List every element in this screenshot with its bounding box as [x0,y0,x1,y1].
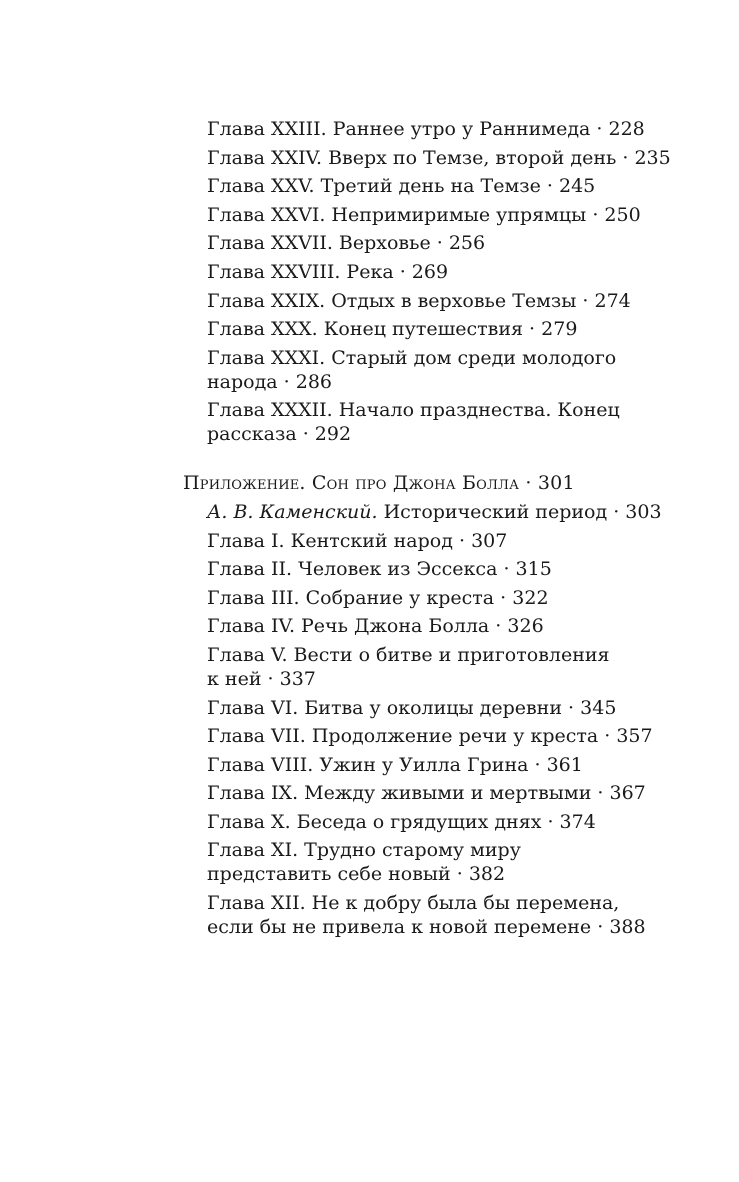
chapter-title: Глава VIII. Ужин у Уилла Грина [207,753,529,776]
toc-entry-ch23: Глава XXIII. Раннее утро у Раннимеда · 228 [207,118,645,140]
page-number: 345 [580,696,617,719]
page-number: 301 [537,472,575,495]
chapter-title: Глава VI. Битва у околицы деревни [207,696,563,719]
toc-entry-app-ch5: Глава V. Вести о битве и приготовления к ней · 337 [0,643,739,691]
chapter-title: Глава XXIII. Раннее утро у Раннимеда [207,118,591,140]
toc-entry-ch26: Глава XXVI. Непримиримые упрямцы · 250 [207,203,641,226]
chapter-title: Глава XXIV. Вверх по Темзе, второй день [207,146,617,169]
chapter-title: Глава XXIX. Отдых в верховье Темзы [207,289,577,312]
toc-entry-app-ch8: Глава VIII. Ужин у Уилла Грина · 361 [207,753,583,776]
chapter-title: Глава I. Кентский народ [207,529,453,552]
chapter-title: Исторический период [383,500,608,523]
page-number: 357 [616,725,653,748]
chapter-title-continued: рассказа [207,423,297,446]
chapter-title: Глава VII. Продолжение речи у креста [207,725,599,748]
chapter-title: Глава III. Собрание у креста [207,586,495,609]
toc-entry-app-ch9: Глава IX. Между живыми и мертвыми · 367 [207,782,646,805]
toc-entry-ch30: Глава XXX. Конец путешествия · 279 [207,318,578,341]
page-number: 315 [515,558,552,581]
page-number: 269 [411,260,449,283]
toc-entry-ch31: Глава XXXI. Старый дом среди молодого народа · 286 [0,346,739,394]
page-number: 245 [558,175,596,198]
chapter-title-continued: представить себе новый [207,863,451,886]
page-number: 235 [634,146,671,169]
page-number: 307 [471,529,508,552]
page-number: 322 [512,586,549,609]
chapter-title: Глава II. Человек из Эссекса [207,558,498,581]
chapter-title: Глава XXXI. Старый дом среди молодого [207,346,617,369]
page-number: 274 [594,289,631,312]
page-number: 256 [448,232,486,255]
page-number: 382 [468,863,506,886]
page-number: 250 [604,203,641,226]
page-number: 388 [609,916,646,939]
toc-entry-app-ch7: Глава VII. Продолжение речи у креста · 357 [207,725,653,748]
appendix-title: Приложение. Сон про Джона Болла [183,472,520,495]
toc-entry-app-ch4: Глава IV. Речь Джона Болла · 326 [207,615,544,638]
page-number: 326 [507,615,544,638]
toc-entry-app-ch12: Глава XII. Не к добру была бы перемена, если бы не привела к новой перемене · 388 [0,891,739,939]
chapter-title: Глава XXVIII. Река [207,260,394,283]
chapter-title: Глава XXVI. Непримиримые упрямцы [207,203,587,226]
toc-entry-ch29: Глава XXIX. Отдых в верховье Темзы · 274 [207,289,631,312]
chapter-title-continued: к ней [207,667,262,690]
toc-entry-app-ch2: Глава II. Человек из Эссекса · 315 [207,558,552,581]
chapter-title: Глава X. Беседа о грядущих днях [207,810,542,833]
chapter-title-continued: если бы не привела к новой перемене [207,916,592,939]
page-number: 292 [314,423,352,446]
chapter-title: Глава V. Вести о битве и приготовления [207,643,610,666]
toc-entry-ch28: Глава XXVIII. Река · 269 [207,260,449,283]
toc-entry-ch32: Глава XXXII. Начало празднества. Конец рассказа · 292 [0,398,739,446]
chapter-title: Глава IV. Речь Джона Болла [207,615,490,638]
page-number: 279 [541,318,578,341]
toc-entry-ch27: Глава XXVII. Верховье · 256 [207,232,486,255]
chapter-title: Глава XII. Не к добру была бы перемена, [207,892,620,915]
chapter-title: Глава XXX. Конец путешествия [207,318,524,341]
table-of-contents [0,117,739,944]
page-number: 286 [295,370,333,393]
chapter-title: Глава XXVII. Верховье [207,232,431,255]
toc-entry-ch24: Глава XXIV. Вверх по Темзе, второй день · 235 [207,146,671,169]
toc-entry-intro: А. В. Каменский. Исторический период · 303 [207,500,662,523]
chapter-title: Глава XXXII. Начало празднества. Конец [207,399,620,422]
chapter-title: Глава IX. Между живыми и мертвыми [207,782,592,805]
chapter-title: Глава XI. Трудно старому миру [207,839,521,862]
page-number: 228 [608,118,645,140]
page-number: 337 [279,667,316,690]
toc-entry-app-ch1: Глава I. Кентский народ · 307 [207,529,508,552]
toc-entry-app-ch11: Глава XI. Трудно старому миру представить себе новый · 382 [0,838,739,886]
toc-entry-ch25: Глава XXV. Третий день на Темзе · 245 [207,175,596,198]
toc-entry-app-ch3: Глава III. Собрание у креста · 322 [207,586,549,609]
chapter-title: Глава XXV. Третий день на Темзе [207,175,541,198]
page-number: 374 [559,810,596,833]
author-name: А. В. Каменский. [207,500,378,523]
page-number: 367 [609,782,646,805]
chapter-title-continued: народа [207,370,278,393]
appendix-heading: Приложение. Сон про Джона Болла · 301 [183,472,575,495]
page-number: 303 [625,500,662,523]
toc-entry-app-ch6: Глава VI. Битва у околицы деревни · 345 [207,696,617,719]
page-number: 361 [546,753,583,776]
toc-entry-app-ch10: Глава X. Беседа о грядущих днях · 374 [207,810,596,833]
